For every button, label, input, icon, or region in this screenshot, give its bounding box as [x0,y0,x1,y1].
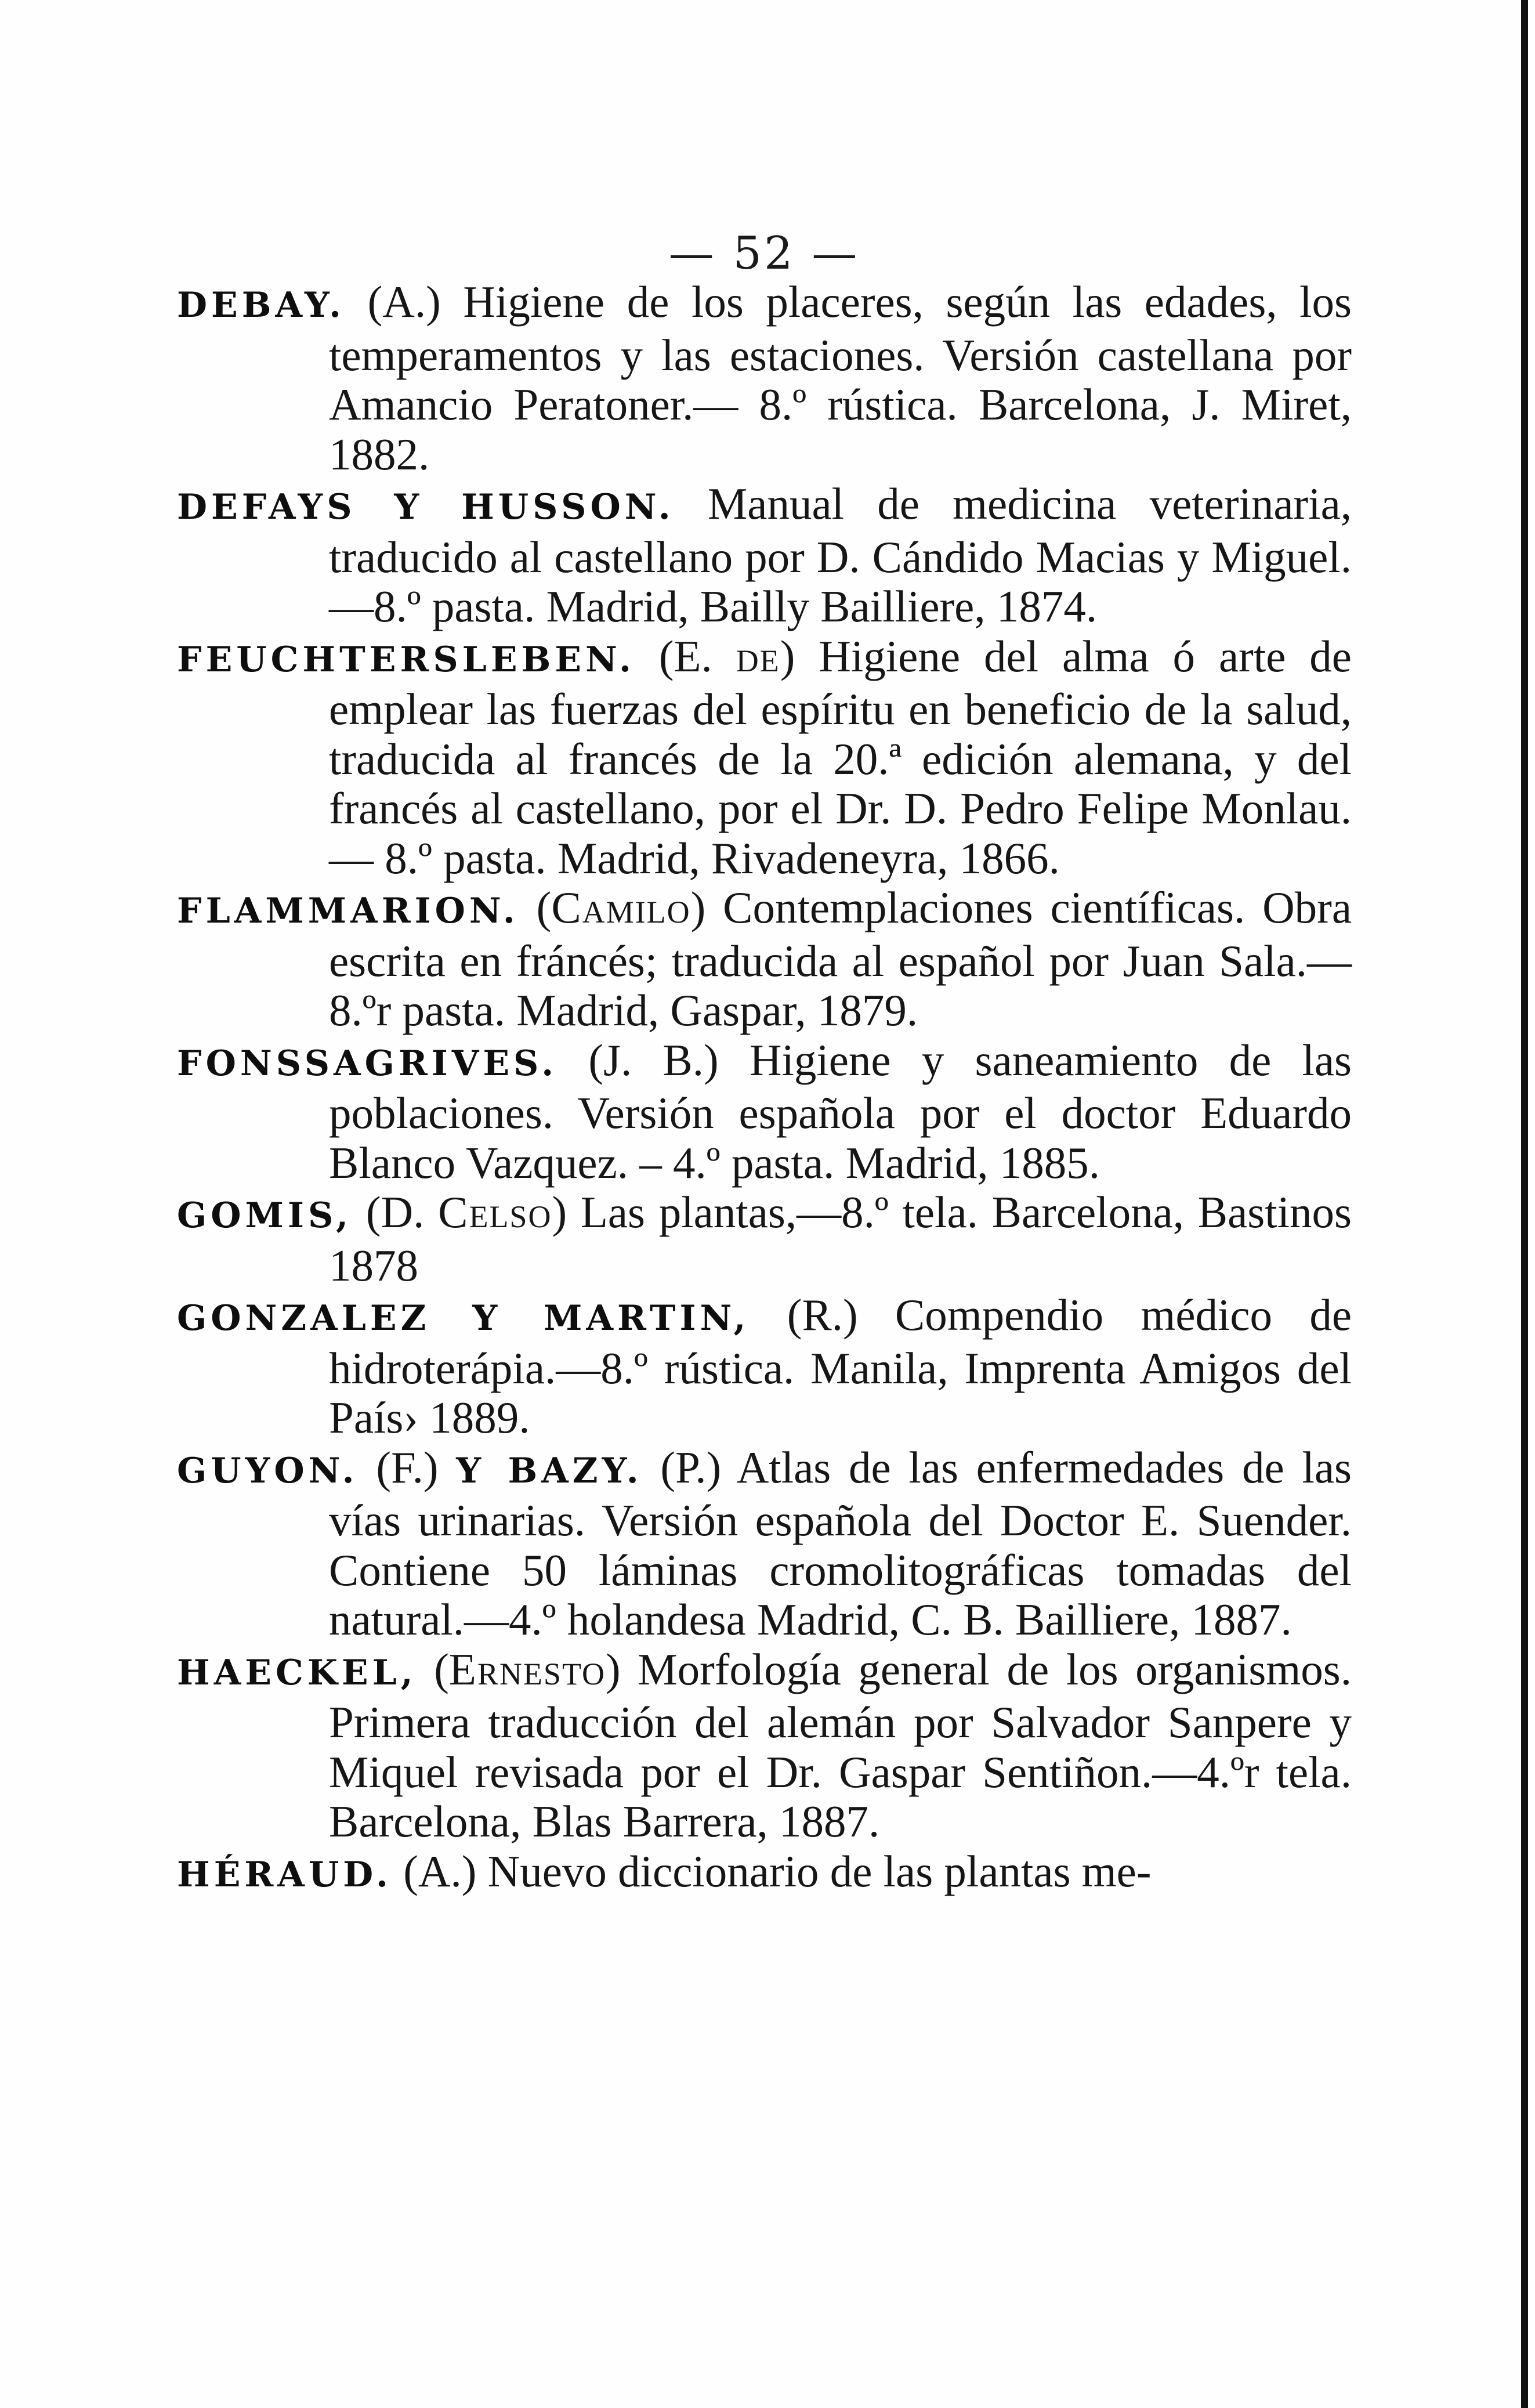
bibliography-entry [177,632,1352,884]
entry-author-initials: (E. [635,631,736,681]
entry-author: DEFAYS Y HUSSON. [177,487,675,527]
entry-text: (P.) Atlas de las enfermedades de las vías urinarias. Versión española del Doctor E. Suender. Contiene 50 láminas cromolitográficas tomadas del natural.—4.º holandesa Madrid, C. B. Bailliere, 1887. [329,1442,1352,1644]
entry-author-initials: ( [519,883,552,932]
entry-author: FEUCHTERSLEBEN. [177,639,635,680]
entry-text: ) Morfología general de los organismos. Primera traducción del alemán por Salvador Sanpere y Miquel revisada por el Dr. Gaspar Sentiñon.—4.ºr tela. Barcelona, Blas Barrera, 1887. [329,1644,1352,1846]
entry-author: DEBAY. [177,285,346,326]
entry-author-given-name: Celso [438,1187,552,1237]
entry-author: GONZALEZ Y MARTIN, [177,1298,750,1339]
entry-author: FONSSAGRIVES. [177,1043,558,1084]
entry-text: Manual de medicina veterinaria, traducido al castellano por D. Cándido Macias y Miguel.—8.º pasta. Madrid, Bailly Bailliere, 1874. [329,479,1352,631]
page-number: — 52 — [668,227,860,280]
entry-text: (J. B.) Higiene y saneamiento de las poblaciones. Versión española por el doctor Eduardo Blanco Vazquez. – 4.º pasta. Madrid, 1885. [329,1035,1352,1188]
bibliography-entry [177,277,1352,479]
entry-coauthor: Y BAZY. [456,1450,643,1491]
bibliography-entry [177,479,1352,632]
entry-author-initials: ( [417,1644,449,1694]
entry-author: FLAMMARION. [177,891,519,931]
bibliography-entry [177,1188,1352,1290]
entry-author: HÉRAUD. [177,1854,392,1895]
bibliography-entry [177,1645,1352,1847]
bibliography-entry [177,1036,1352,1188]
entry-author-initials: (D. [352,1187,439,1237]
entry-text: ) Contemplaciones científicas. Obra escrita en fráncés; traducida al español por Juan Sala.—8.ºr pasta. Madrid, Gaspar, 1879. [329,883,1352,1035]
bibliography-entry [177,1847,1352,1900]
bibliography-entry [177,1290,1352,1443]
entry-author: HAECKEL, [177,1652,417,1693]
entry-author-given-name: Camilo [551,883,691,932]
entry-author-given-name: Ernesto [448,1644,606,1694]
entry-text: (A.) Higiene de los placeres, según las edades, los temperamentos y las estaciones. Versión castellana por Amancio Peratoner.— 8.º rústica. Barcelona, J. Miret, 1882. [329,277,1352,479]
entry-author-initials: (F.) [358,1442,457,1492]
entry-text: ) Las plantas,—8.º tela. Barcelona, Bastinos 1878 [329,1187,1352,1290]
entry-text: ) Higiene del alma ó arte de emplear las fuerzas del espíritu en beneficio de la salud, traducida al francés de la 20.ª edición alemana, y del francés al castellano, por el Dr. D. Pedro Felipe Monlau.— 8.º pasta. Madrid, Rivadeneyra, 1866. [329,631,1352,883]
entry-author: GUYON. [177,1450,359,1491]
entry-author: GOMIS, [177,1195,353,1236]
entry-author-given-name: de [736,631,780,681]
bibliography-list [177,277,1352,1900]
entry-text: (A.) Nuevo diccionario de las plantas me- [392,1846,1152,1896]
bibliography-entry [177,883,1352,1036]
bibliography-entry [177,1443,1352,1645]
entry-text: (R.) Compendio médico de hidroterápia.—8.º rústica. Manila, Imprenta Amigos del País› 1889. [329,1290,1352,1442]
